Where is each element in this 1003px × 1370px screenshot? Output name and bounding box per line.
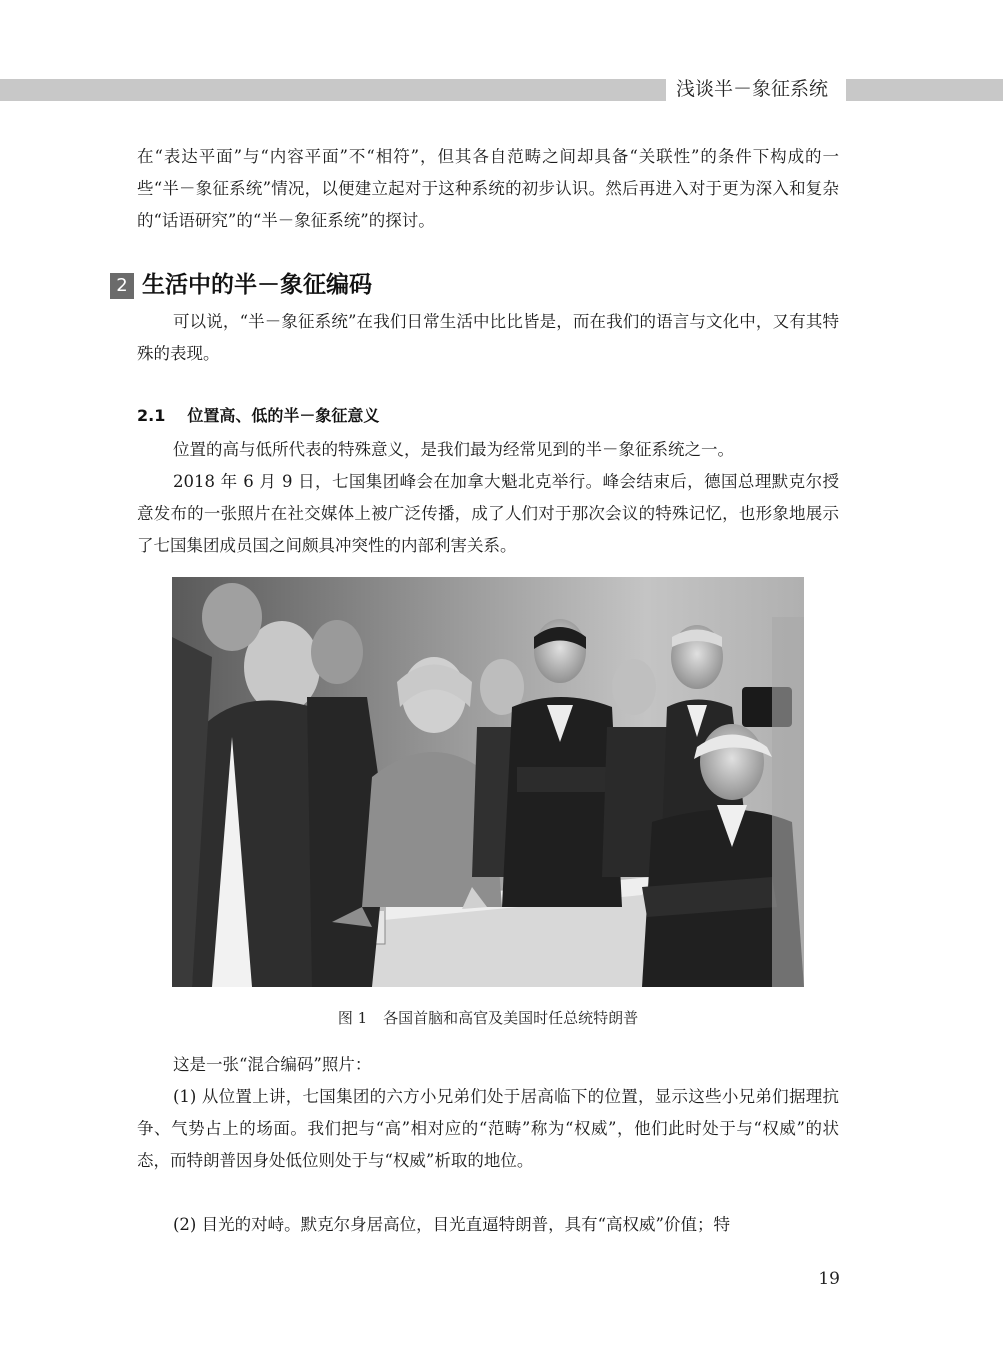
header-rule-left	[0, 79, 666, 101]
section-number-badge: 2	[110, 273, 134, 299]
subsection-heading	[137, 403, 379, 429]
header-rule-right	[846, 79, 1003, 101]
section-title: 生活中的半－象征编码	[142, 272, 372, 298]
figure-caption-text: 各国首脑和高官及美国时任总统特朗普	[383, 1009, 639, 1027]
photo-illustration	[172, 577, 804, 987]
body-paragraph-3: (2) 目光的对峙。默克尔身居高位，目光直逼特朗普，具有“高权威”价值；特	[173, 1215, 730, 1234]
subsection-title: 位置高、低的半－象征意义	[187, 406, 380, 425]
section-paragraph: 可以说，“半－象征系统”在我们日常生活中比比皆是，而在我们的语言与文化中，又有其特殊的表现。	[137, 312, 839, 363]
body-paragraph-2: (1) 从位置上讲，七国集团的六方小兄弟们处于居高临下的位置，显示这些小兄弟们据理抗争、气势占上的场面。我们把与“高”相对应的“范畴”称为“权威”，他们此时处于与“权威”的状态，而特朗普因身处低位则处于与“权威”析取的地位。	[137, 1087, 839, 1170]
subsection-number: 2.1	[137, 406, 166, 425]
body-paragraph-1: 这是一张“混合编码”照片：	[173, 1055, 372, 1074]
figure-label: 图 1	[337, 1009, 368, 1027]
figure-caption	[137, 1004, 839, 1032]
subsection-paragraph-2: 2018 年 6 月 9 日，七国集团峰会在加拿大魁北克举行。峰会结束后，德国总理默克尔授意发布的一张照片在社交媒体上被广泛传播，成了人们对于那次会议的特殊记忆，也形象地展示了七国集团成员国之间颇具冲突性的内部利害关系。	[137, 472, 839, 555]
running-header-title: 浅谈半－象征系统	[676, 78, 829, 100]
page-number: 19	[818, 1269, 840, 1289]
figure-photo	[172, 577, 804, 987]
subsection-paragraph-1: 位置的高与低所代表的特殊意义，是我们最为经常见到的半－象征系统之一。	[173, 440, 734, 459]
intro-paragraph: 在“表达平面”与“内容平面”不“相符”，但其各自范畴之间却具备“关联性”的条件下构成的一些“半－象征系统”情况，以便建立起对于这种系统的初步认识。然后再进入对于更为深入和复杂的“话语研究”的“半－象征系统”的探讨。	[137, 147, 839, 230]
